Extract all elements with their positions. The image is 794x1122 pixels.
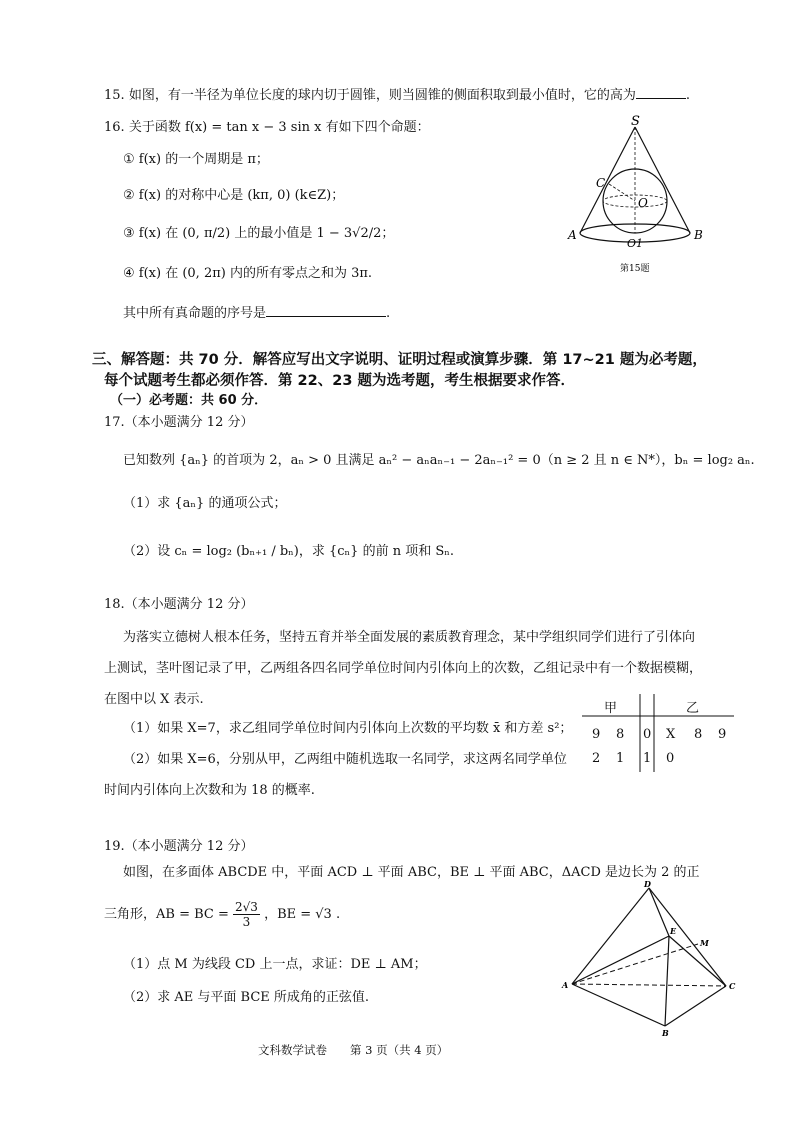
q18-part1: （1）如果 X=7，求乙组同学单位时间内引体向上次数的平均数 x̄ 和方差 s²； bbox=[123, 721, 573, 736]
edge-bc bbox=[665, 986, 726, 1026]
section-3-line3: （一）必考题：共 60 分． bbox=[110, 393, 268, 408]
edge-ea bbox=[572, 936, 669, 984]
label-d: D bbox=[644, 879, 651, 889]
q18-para1: 为落实立德树人根本任务，坚持五育并举全面发展的素质教育理念，某中学组织同学们进行了引体向 bbox=[123, 630, 696, 645]
row1-left-leaf-2: 8 bbox=[616, 727, 625, 742]
q16-item-1: ① f(x) 的一个周期是 π； bbox=[123, 152, 269, 167]
q16-number: 16. bbox=[104, 120, 125, 135]
edge-ec bbox=[669, 936, 726, 986]
edge-da bbox=[572, 888, 649, 984]
label-m: M bbox=[700, 938, 709, 948]
row2-stem: 1 bbox=[643, 751, 652, 766]
q19-header: 19.（本小题满分 12 分） bbox=[104, 839, 254, 854]
radius-oc bbox=[609, 184, 635, 201]
edge-ac-hidden bbox=[572, 984, 726, 986]
q15-text: 如图，有一半径为单位长度的球内切于圆锥，则当圆锥的侧面积取到最小值时，它的高为 bbox=[128, 88, 636, 103]
q16-intro-text: 关于函数 f(x) = tan x − 3 sin x 有如下四个命题： bbox=[128, 120, 430, 135]
row2-left-leaf-2: 1 bbox=[616, 751, 625, 766]
section-3-line1: 三、解答题：共 70 分．解答应写出文字说明、证明过程或演算步骤．第 17~21 题为必考题， bbox=[92, 352, 707, 368]
edge-dc bbox=[649, 888, 726, 986]
q16-item-2: ② f(x) 的对称中心是 (kπ, 0) (k∈Z)； bbox=[123, 188, 345, 203]
q19-stem2 bbox=[104, 900, 340, 929]
left-title: 甲 bbox=[604, 701, 618, 716]
q17-part2: （2）设 cₙ = log₂ (bₙ₊₁ / bₙ)，求 {cₙ} 的前 n 项和 Sₙ. bbox=[123, 544, 455, 559]
q19-part2: （2）求 AE 与平面 BCE 所成角的正弦值. bbox=[123, 990, 370, 1005]
q16-intro bbox=[104, 116, 430, 135]
q15-answer-blank bbox=[636, 86, 686, 99]
q19-stem2-part-a: 三角形，AB = BC = bbox=[104, 907, 229, 922]
q17-header: 17.（本小题满分 12 分） bbox=[104, 415, 254, 430]
q18-para3: 在图中以 X 表示. bbox=[104, 692, 204, 707]
section-3-line2: 每个试题考生都必须作答．第 22、23 题为选考题，考生根据要求作答． bbox=[104, 373, 575, 389]
q19-part1: （1）点 M 为线段 CD 上一点，求证：DE ⊥ AM； bbox=[123, 957, 427, 972]
stem-leaf-plot bbox=[582, 694, 734, 772]
cone-figure bbox=[560, 115, 720, 285]
q18-part2a: （2）如果 X=6，分别从甲，乙两组中随机选取一名同学，求这两名同学单位 bbox=[123, 752, 567, 767]
label-c: C bbox=[729, 981, 736, 991]
label-e: E bbox=[670, 926, 677, 936]
q15 bbox=[104, 84, 690, 103]
figure-caption: 第15题 bbox=[620, 264, 650, 274]
right-title: 乙 bbox=[686, 701, 700, 716]
label-b: B bbox=[662, 1028, 669, 1038]
segment-am-hidden bbox=[572, 944, 698, 984]
label-c: C bbox=[596, 176, 606, 190]
q19-stem1: 如图，在多面体 ABCDE 中，平面 ACD ⊥ 平面 ABC，BE ⊥ 平面 ABC，ΔACD 是边长为 2 的正 bbox=[123, 865, 700, 880]
q18-part2b: 时间内引体向上次数和为 18 的概率. bbox=[104, 783, 315, 798]
q16-question bbox=[123, 302, 390, 321]
row2-right-leaf-1: 0 bbox=[666, 751, 675, 766]
fraction-ab bbox=[233, 900, 260, 929]
label-o1: O1 bbox=[627, 237, 644, 250]
q16-end: . bbox=[386, 306, 391, 321]
q18-para2: 上测试，茎叶图记录了甲，乙两组各四名同学单位时间内引体向上的次数，乙组记录中有一个数据模糊， bbox=[104, 661, 703, 676]
q16-question-text: 其中所有真命题的序号是 bbox=[123, 306, 267, 321]
label-o: O bbox=[638, 196, 648, 210]
label-a: A bbox=[562, 980, 569, 990]
q16-item-4: ④ f(x) 在 (0, 2π) 内的所有零点之和为 3π. bbox=[123, 266, 373, 281]
q17-part1: （1）求 {aₙ} 的通项公式； bbox=[123, 496, 287, 511]
label-b: B bbox=[694, 228, 703, 242]
row2-left-leaf-1: 2 bbox=[592, 751, 601, 766]
fraction-denominator: 3 bbox=[242, 915, 251, 929]
q15-number: 15. bbox=[104, 88, 125, 103]
page-footer: 文科数学试卷 第 3 页（共 4 页） bbox=[258, 1043, 449, 1057]
polyhedron-figure bbox=[560, 878, 745, 1038]
label-s: S bbox=[631, 115, 640, 129]
q19-stem2-part-b: ，BE = √3 . bbox=[264, 907, 341, 922]
edge-eb bbox=[665, 936, 669, 1026]
edge-ab bbox=[572, 984, 665, 1026]
row1-right-leaf-3: 9 bbox=[718, 727, 727, 742]
q16-item-3: ③ f(x) 在 (0, π/2) 上的最小值是 1 − 3√2/2； bbox=[123, 226, 395, 241]
row1-stem: 0 bbox=[643, 727, 652, 742]
q17-stem: 已知数列 {aₙ} 的首项为 2，aₙ > 0 且满足 aₙ² − aₙaₙ₋₁ − 2aₙ₋₁² = 0（n ≥ 2 且 n ∈ N*），bₙ = log₂ aₙ. bbox=[123, 453, 755, 468]
row1-right-leaf-2: 8 bbox=[694, 727, 703, 742]
row1-right-leaf-1: X bbox=[666, 727, 676, 742]
q16-answer-blank bbox=[266, 304, 386, 317]
row1-left-leaf-1: 9 bbox=[592, 727, 601, 742]
label-a: A bbox=[568, 228, 577, 242]
edge-de bbox=[649, 888, 669, 936]
q18-header: 18.（本小题满分 12 分） bbox=[104, 597, 254, 612]
fraction-numerator: 2√3 bbox=[235, 900, 258, 914]
q15-end: . bbox=[685, 88, 690, 103]
